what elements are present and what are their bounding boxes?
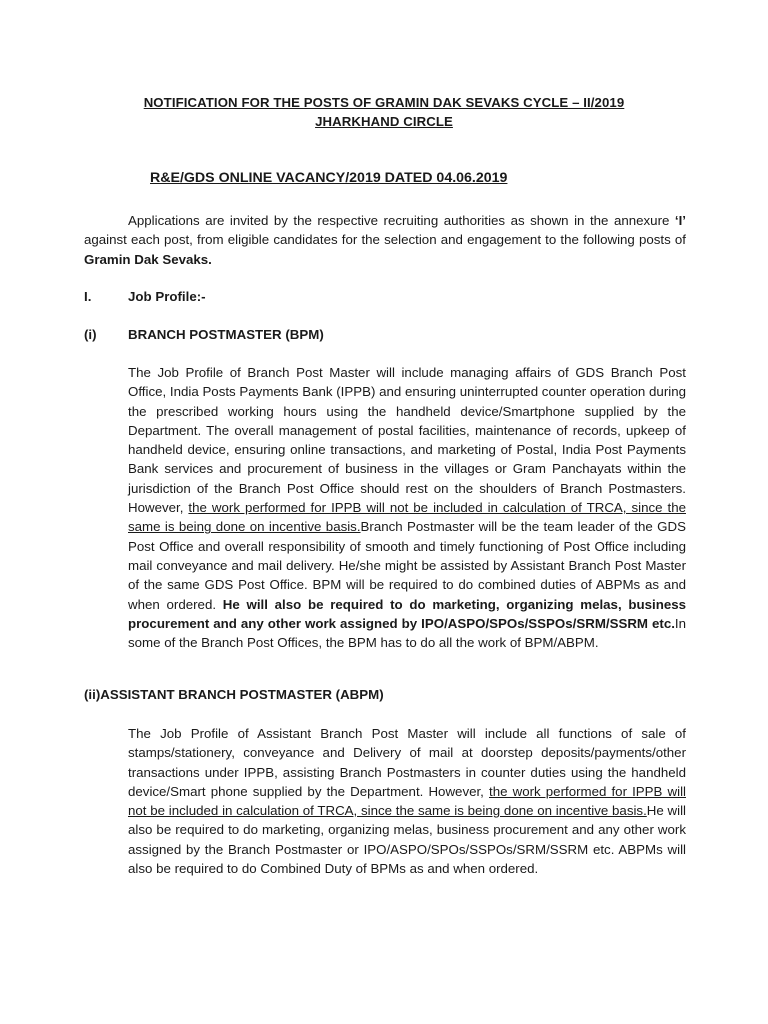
abpm-heading: (ii)ASSISTANT BRANCH POSTMASTER (ABPM)	[84, 687, 384, 702]
intro-text-continued: against each post, from eligible candidates for the selection and engagement to the following posts of	[84, 232, 686, 248]
bpm-text: The Job Profile of Branch Post Master will include managing affairs of GDS Branch Post Office, India Posts Payments Bank (IPPB) and ensuring uninterrupted counter operation during the prescribed working hours using the handheld device/Smartphone supplied by the Department. The overall management of postal facilities, maintenance of records, upkeep of handheld device, ensuring online transactions, and marketing of Postal, India Post Payments Bank services and procurement of business in the villages or Gram Panchayats within the jurisdiction of the Branch Post Office should rest on the shoulders of Branch Postmasters. However,	[128, 365, 686, 516]
abpm-text-continued: He will also be required to do marketing, organizing melas, business procurement and any other work assigned by the Branch Postmaster or IPO/ASPO/SPOs/SSPOs/SRM/SSRM etc. ABPMs will also be required to do Combined Duty of BPMs as and when ordered.	[128, 803, 686, 877]
bpm-paragraph	[128, 363, 686, 652]
section-title: Job Profile:-	[128, 289, 206, 304]
section-number: I.	[84, 289, 92, 304]
annexure-reference: ‘I’	[674, 213, 686, 228]
bpm-text-end: In some of the Branch Post Offices, the BPM has to do all the work of BPM/ABPM.	[128, 615, 686, 651]
abpm-ippb-note: the work performed for IPPB will not be included in calculation of TRCA, since the same is being done on incentive basis.	[128, 783, 686, 819]
posts-name: Gramin Dak Sevaks.	[84, 251, 212, 267]
bpm-bold-duties: He will also be required to do marketing, organizing melas, business procurement and any other work assigned by IPO/ASPO/SPOs/SSPOs/SRM/SSRM etc.	[128, 596, 686, 631]
bpm-text-continued: Branch Postmaster will be the team leader of the GDS Post Office and overall responsibility of smooth and timely functioning of Post Office including mail conveyance and mail delivery. He/she might be assisted by Assistant Branch Post Master of the same GDS Post Office. BPM will be required to do combined duties of ABPMs as and when ordered.	[128, 519, 686, 612]
bpm-ippb-note: the work performed for IPPB will not be included in calculation of TRCA, since the same is being done on incentive basis.	[128, 500, 686, 535]
intro-paragraph	[84, 211, 686, 269]
circle-title: JHARKHAND CIRCLE	[315, 114, 453, 129]
abpm-text: The Job Profile of Assistant Branch Post Master will include all functions of sale of stamps/stationery, conveyance and Delivery of mail at doorstep deposits/payments/other transactions under IPPB, assisting Branch Postmasters in counter duties using the handheld device/Smart phone supplied by the Department. However,	[128, 726, 686, 799]
abpm-paragraph	[128, 724, 686, 878]
notification-title: NOTIFICATION FOR THE POSTS OF GRAMIN DAK SEVAKS CYCLE – II/2019	[143, 95, 625, 110]
vacancy-reference: R&E/GDS ONLINE VACANCY/2019 DATED 04.06.2019	[150, 170, 508, 186]
bpm-heading: BRANCH POSTMASTER (BPM)	[128, 327, 324, 342]
intro-text: Applications are invited by the respective recruiting authorities as shown in the annexure	[128, 213, 675, 228]
bpm-number: (i)	[84, 327, 97, 342]
